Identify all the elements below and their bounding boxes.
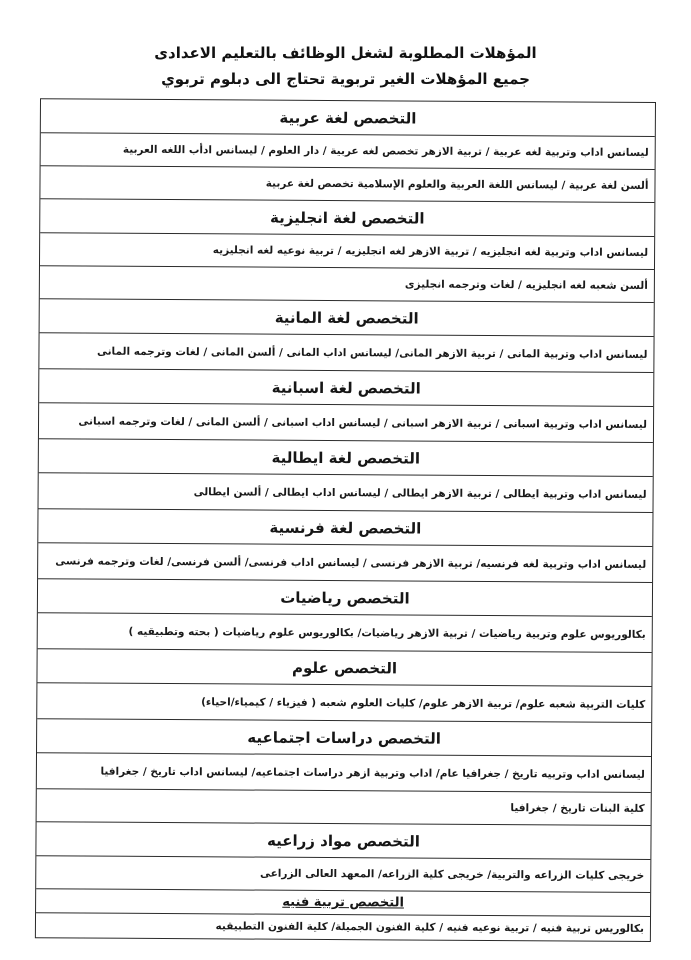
section-heading-label: التخصص مواد زراعيه xyxy=(267,831,420,851)
qualification-text: ليسانس اداب وتربية لغه عربية / تربية الازهر تخصص لغه عربية / دار العلوم / ليسانس ادأب اللغه العربية xyxy=(122,143,649,159)
section-heading-label: التخصص رياضيات xyxy=(280,588,410,608)
section-heading-label: التخصص لغة فرنسية xyxy=(269,518,422,538)
qualification-text: ليسانس اداب وتربية المانى / تربية الازهر المانى/ ليسانس اداب المانى / ألسن المانى / لغات وترجمه المانى xyxy=(96,345,648,361)
table-row xyxy=(39,403,653,443)
section-heading-math xyxy=(38,579,652,617)
qualification-text: كليات التربية شعبه علوم/ تربية الازهر علوم/ كليات العلوم شعبه ( فيزياء / كيمياء/احياء) xyxy=(201,695,646,711)
qualification-text: ليسانس اداب وتربيه تاريخ / جغرافيا عام/ اداب وتربية ازهر دراسات اجتماعيه/ ليسانس اداب تاريخ / جغرافيا xyxy=(100,765,645,781)
qualification-text: ليسانس اداب وتربية لغه انجليزيه / تربية الازهر لغه انجليزيه / تربية نوعيه لغه انجليزيه xyxy=(212,244,649,259)
section-heading-social-studies xyxy=(37,719,651,757)
qualification-text: كلية البنات تاريخ / جغرافيا xyxy=(510,802,645,815)
table-row xyxy=(39,333,653,373)
table-row xyxy=(39,473,653,513)
section-heading-german xyxy=(40,299,654,337)
section-heading-label: التخصص لغة اسبانية xyxy=(271,378,421,398)
document-title: المؤهلات المطلوبة لشغل الوظائف بالتعليم الاعدادى xyxy=(154,44,537,62)
table-row xyxy=(36,856,650,893)
table-row xyxy=(40,233,654,270)
section-heading-label: التخصص لغة المانية xyxy=(274,308,419,328)
section-heading-label: التخصص علوم xyxy=(292,658,398,677)
section-heading-label: التخصص تربية فنيه xyxy=(282,894,404,911)
section-heading-label: التخصص دراسات اجتماعيه xyxy=(247,728,441,748)
qualification-text: بكالوريس تربية فنيه / تربية نوعيه فنيه / كلية الفنون الجميلة/ كلية الفنون التطبيقيه xyxy=(215,920,644,935)
qualification-text: ليسانس اداب وتربية ايطالى / تربية الازهر ايطالى / ليسانس اداب ايطالى / ألسن ايطالى xyxy=(193,485,647,501)
section-heading-italian xyxy=(39,439,653,477)
section-heading-spanish xyxy=(39,369,653,407)
section-heading-english xyxy=(40,199,654,237)
section-heading-label: التخصص لغة انجليزية xyxy=(270,208,425,228)
qualification-text: بكالوريوس علوم وتربية رياضيات / تربية الازهر رياضيات/ بكالوريوس علوم رياضيات ( بحته وتطبيقيه ) xyxy=(128,625,646,641)
qualification-text: ألسن شعبه لغه انجليزيه / لغات وترجمه انجليزى xyxy=(404,278,648,292)
section-heading-science xyxy=(37,649,651,687)
qualification-text: ليسانس اداب وتربية لغه فرنسيه/ تربية الازهر فرنسى / ليسانس اداب فرنسى/ ألسن فرنسى/ لغات وترجمه فرنسى xyxy=(55,554,647,571)
table-row xyxy=(38,543,652,583)
section-heading-arabic xyxy=(41,99,655,137)
table-row xyxy=(37,683,651,723)
qualification-text: خريجى كليات الزراعه والتربية/ خريجى كلية الزراعه/ المعهد العالى الزراعى xyxy=(259,867,645,882)
document-header xyxy=(0,40,691,92)
section-heading-french xyxy=(38,509,652,547)
table-row xyxy=(40,166,654,203)
document-subtitle: جميع المؤهلات الغير تربوية تحتاج الى دبلوم تربوي xyxy=(161,70,530,88)
table-row xyxy=(36,913,650,941)
section-heading-label: التخصص لغة ايطالية xyxy=(271,448,421,468)
table-row xyxy=(37,789,651,826)
qualifications-table xyxy=(35,98,656,942)
section-heading-label: التخصص لغة عربية xyxy=(279,108,417,128)
table-row xyxy=(37,753,651,793)
table-row xyxy=(38,613,652,653)
section-heading-agriculture xyxy=(36,822,650,860)
qualification-text: ليسانس اداب وتربية اسبانى / تربية الازهر اسبانى / ليسانس اداب اسبانى / ألسن المانى / لغات وترجمه اسبانى xyxy=(78,414,648,431)
qualification-text: ألسن لغة عربية / ليسانس اللغة العربية والعلوم الإسلامية تخصص لغة عربية xyxy=(265,177,649,192)
table-row xyxy=(41,133,655,170)
table-row xyxy=(40,266,654,303)
